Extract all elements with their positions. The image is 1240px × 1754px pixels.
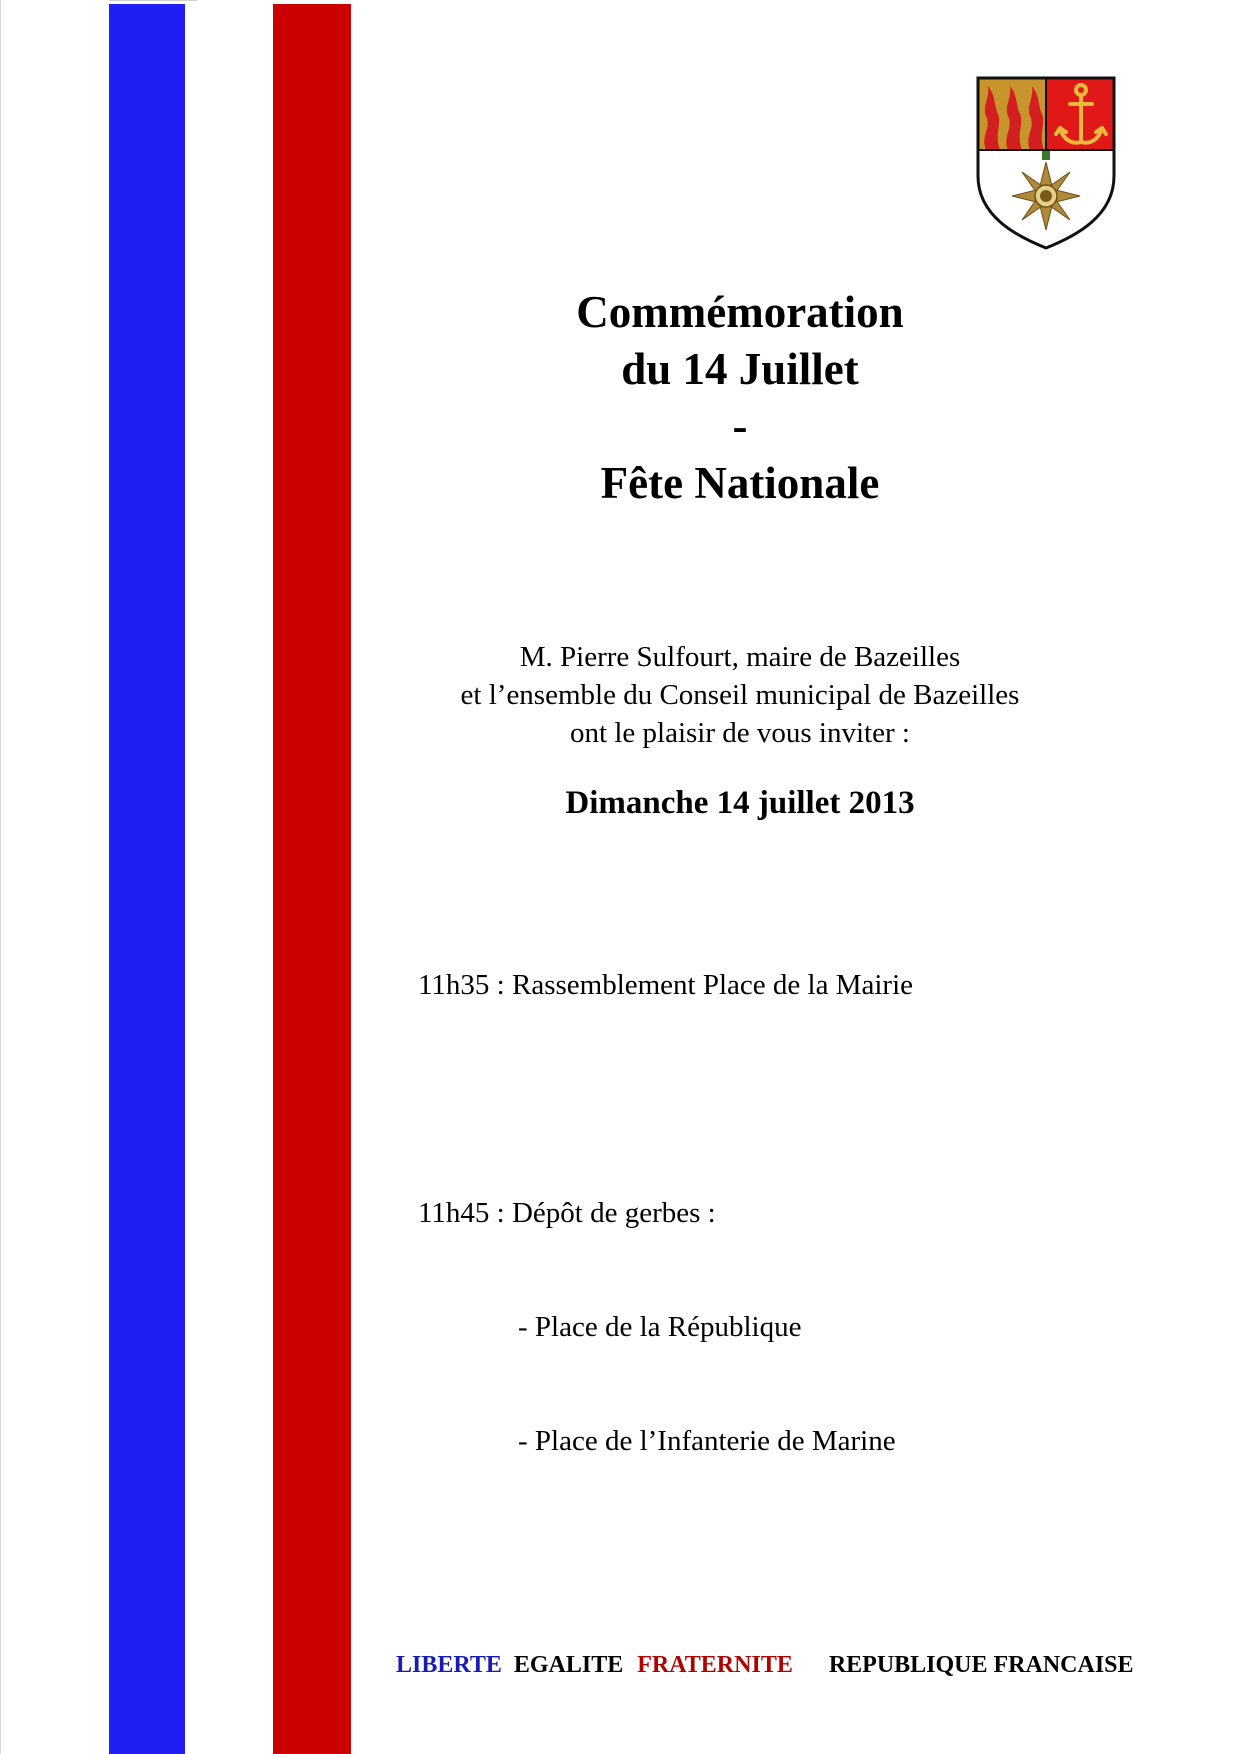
top-rule xyxy=(109,0,197,1)
title-separator: - xyxy=(732,401,748,451)
title-line-2: du 14 Juillet xyxy=(621,344,859,394)
page-edge-line xyxy=(0,0,1,1754)
motto-egalite: EGALITE xyxy=(513,1652,624,1678)
intro-line-3: ont le plaisir de vous inviter : xyxy=(570,717,910,749)
invitation-text xyxy=(380,638,1100,752)
program-spacer xyxy=(418,1080,913,1118)
title-line-1: Commémoration xyxy=(576,287,904,337)
intro-line-2: et l’ensemble du Conseil municipal de Bazeilles xyxy=(460,679,1020,711)
flag-stripe-blue xyxy=(109,4,185,1754)
coat-of-arms-icon xyxy=(976,76,1116,251)
intro-line-1: M. Pierre Sulfourt, maire de Bazeilles xyxy=(519,641,961,673)
program-item-1: 11h35 : Rassemblement Place de la Mairie xyxy=(418,969,914,1001)
event-date: Dimanche 14 juillet 2013 xyxy=(565,785,915,821)
event-title xyxy=(400,284,1080,512)
title-line-4: Fête Nationale xyxy=(600,458,880,508)
republique-francaise: REPUBLIQUE FRANCAISE xyxy=(828,1652,1134,1678)
program-item-2-sub-1: - Place de la République xyxy=(518,1311,802,1343)
motto-liberte: LIBERTE xyxy=(396,1652,502,1678)
program-item-2: 11h45 : Dépôt de gerbes : xyxy=(418,1197,716,1229)
event-program xyxy=(418,890,913,1498)
motto-fraternite: FRATERNITE xyxy=(637,1652,793,1678)
flag-stripe-red xyxy=(273,4,351,1754)
flag-stripe-white xyxy=(185,4,273,1754)
program-item-2-sub-2: - Place de l’Infanterie de Marine xyxy=(518,1425,896,1457)
footer-motto xyxy=(396,1650,1134,1680)
